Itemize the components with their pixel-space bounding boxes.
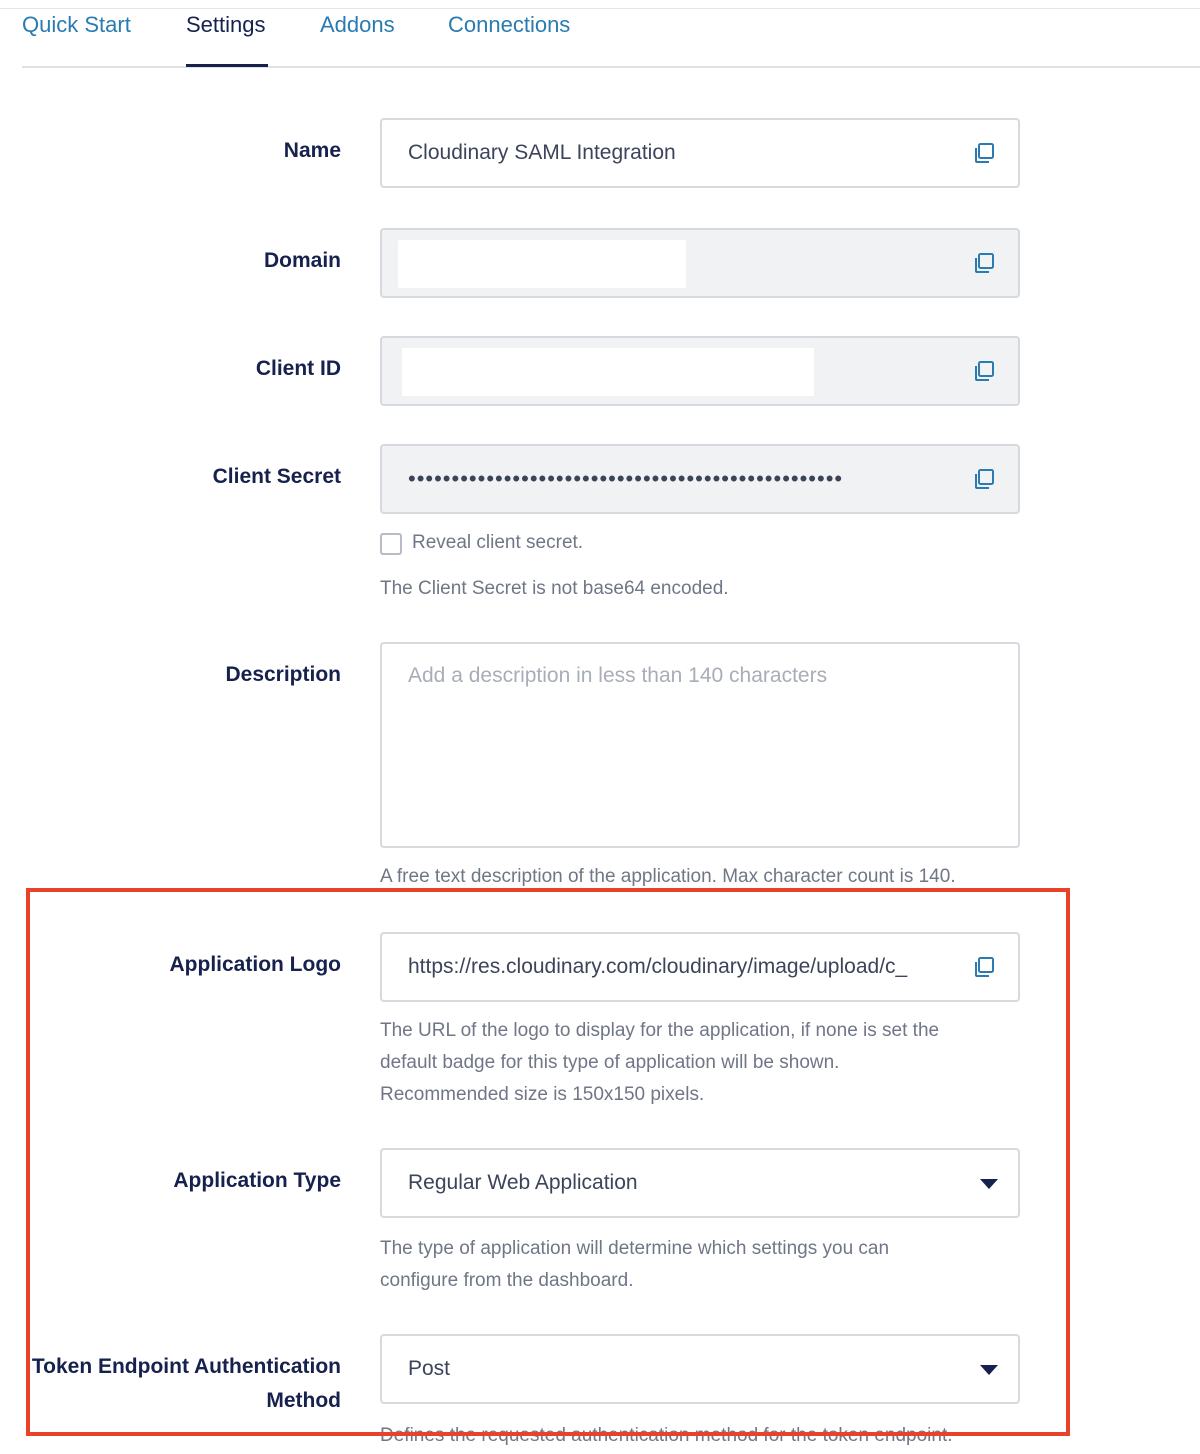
- client-secret-help: The Client Secret is not base64 encoded.: [380, 578, 729, 599]
- copy-icon[interactable]: [972, 467, 996, 491]
- domain-field[interactable]: [380, 228, 1020, 298]
- application-logo-label: Application Logo: [169, 953, 341, 976]
- reveal-secret-label[interactable]: Reveal client secret.: [412, 532, 584, 553]
- token-endpoint-auth-select[interactable]: [380, 1334, 1020, 1404]
- application-logo-field[interactable]: [380, 932, 1020, 1002]
- client-secret-value[interactable]: ••••••••••••••••••••••••••••••••••••••••••••••••••: [408, 466, 844, 491]
- application-type-value[interactable]: Regular Web Application: [408, 1171, 638, 1194]
- tab-bar: [22, 0, 1200, 68]
- domain-label: Domain: [263, 249, 341, 272]
- tab-quick-start[interactable]: Quick Start: [22, 12, 131, 37]
- tab-addons[interactable]: Addons: [320, 12, 395, 37]
- name-label: Name: [283, 139, 341, 162]
- application-logo-value[interactable]: https://res.cloudinary.com/cloudinary/image/upload/c_: [408, 955, 908, 978]
- name-field[interactable]: [380, 118, 1020, 188]
- application-type-help: [380, 1233, 1020, 1297]
- application-type-help-line: The type of application will determine which settings you can: [380, 1238, 890, 1259]
- token-endpoint-auth-label-line: Token Endpoint Authentication: [31, 1355, 341, 1378]
- domain-redaction: [398, 240, 686, 288]
- description-placeholder: Add a description in less than 140 characters: [408, 664, 828, 687]
- tab-settings[interactable]: Settings: [186, 12, 266, 37]
- application-type-label: Application Type: [173, 1169, 341, 1192]
- application-type-help-line: configure from the dashboard.: [380, 1270, 634, 1291]
- chevron-down-icon[interactable]: [980, 1365, 998, 1375]
- copy-icon[interactable]: [972, 359, 996, 383]
- token-endpoint-auth-label-line: Method: [266, 1389, 341, 1412]
- name-value[interactable]: Cloudinary SAML Integration: [408, 141, 676, 164]
- client-id-field[interactable]: [380, 336, 1020, 406]
- description-help: A free text description of the application. Max character count is 140.: [380, 866, 956, 887]
- application-type-select[interactable]: [380, 1148, 1020, 1218]
- application-logo-help-line: The URL of the logo to display for the application, if none is set the: [380, 1020, 940, 1041]
- reveal-secret-checkbox[interactable]: [380, 533, 402, 555]
- copy-icon[interactable]: [972, 251, 996, 275]
- description-textarea[interactable]: [380, 642, 1020, 848]
- token-endpoint-auth-help: Defines the requested authentication method for the token endpoint.: [380, 1425, 953, 1446]
- active-tab-indicator: [186, 64, 268, 67]
- client-id-redaction: [402, 348, 814, 396]
- tab-connections[interactable]: Connections: [448, 12, 571, 37]
- description-label: Description: [225, 663, 341, 686]
- client-secret-label: Client Secret: [212, 465, 341, 488]
- application-logo-help: [380, 1015, 1020, 1111]
- token-endpoint-auth-label: [32, 1350, 341, 1418]
- application-logo-help-line: default badge for this type of application will be shown.: [380, 1052, 840, 1073]
- client-id-label: Client ID: [255, 357, 341, 380]
- chevron-down-icon[interactable]: [980, 1179, 998, 1189]
- token-endpoint-auth-value[interactable]: Post: [408, 1357, 451, 1380]
- application-logo-help-line: Recommended size is 150x150 pixels.: [380, 1084, 705, 1105]
- client-secret-field[interactable]: [380, 444, 1020, 514]
- copy-icon[interactable]: [972, 955, 996, 979]
- copy-icon[interactable]: [972, 141, 996, 165]
